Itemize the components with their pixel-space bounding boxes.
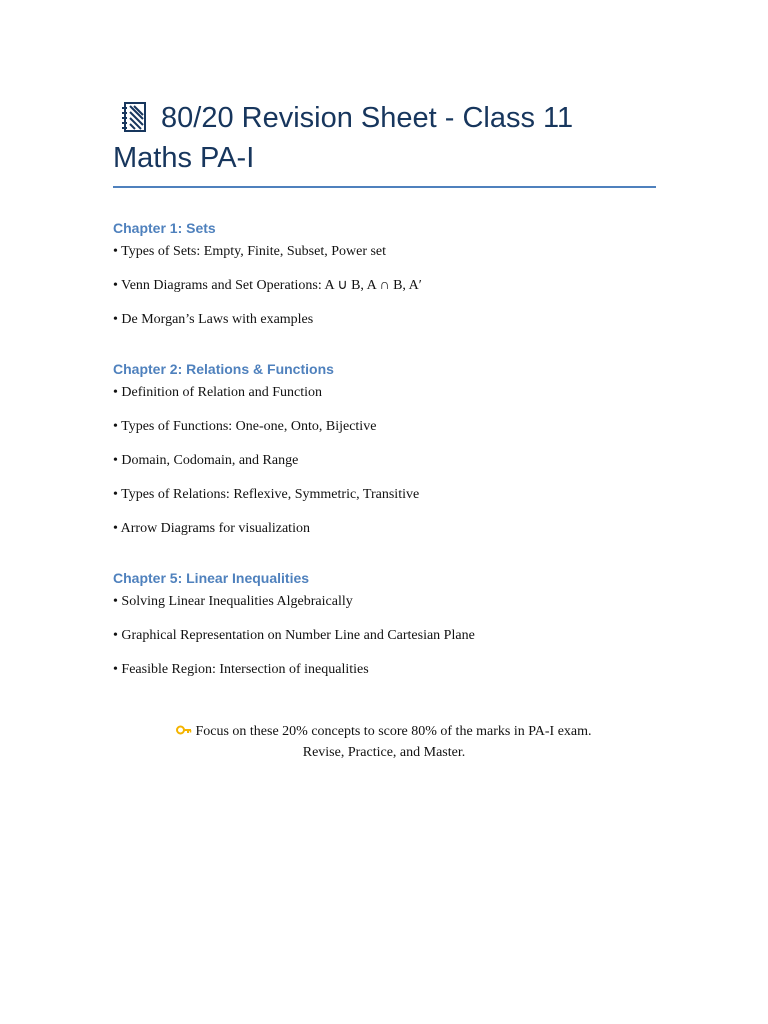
- chapter-linear-inequalities: [113, 568, 673, 678]
- footer-note: [0, 721, 768, 763]
- footer-line-1: [0, 721, 768, 742]
- footer-text-2: Revise, Practice, and Master.: [302, 745, 466, 760]
- list-item: • Types of Relations: Reflexive, Symmetric, Transitive: [113, 487, 420, 502]
- chapter-heading: Chapter 2: Relations & Functions: [113, 361, 334, 377]
- list-item: • Graphical Representation on Number Line and Cartesian Plane: [113, 628, 475, 643]
- list-item: • Types of Functions: One-one, Onto, Bijective: [113, 419, 377, 434]
- title-block: [113, 98, 656, 188]
- list-item: • Domain, Codomain, and Range: [113, 453, 299, 468]
- chapter-heading: Chapter 5: Linear Inequalities: [113, 570, 310, 586]
- chapter-heading: Chapter 1: Sets: [113, 220, 216, 236]
- chapter-relations-functions: [113, 359, 673, 537]
- page-title-text: 80/20 Revision Sheet - Class 11 Maths PA-I: [113, 102, 574, 174]
- list-item: • Types of Sets: Empty, Finite, Subset, Power set: [113, 244, 387, 259]
- notebook-icon: [121, 102, 147, 132]
- page-title: [113, 98, 656, 178]
- list-item: • Arrow Diagrams for visualization: [113, 521, 310, 536]
- chapters-list: [113, 218, 673, 709]
- footer-text-1: Focus on these 20% concepts to score 80% of the marks in PA-I exam.: [195, 724, 592, 739]
- key-icon: [176, 722, 192, 734]
- list-item: • Solving Linear Inequalities Algebraically: [113, 594, 353, 609]
- list-item: • Venn Diagrams and Set Operations: A ∪ B, A ∩ B, A′: [113, 278, 422, 293]
- list-item: • Definition of Relation and Function: [113, 385, 323, 400]
- list-item: • Feasible Region: Intersection of inequalities: [113, 662, 369, 677]
- list-item: • De Morgan’s Laws with examples: [113, 312, 314, 327]
- chapter-sets: [113, 218, 673, 328]
